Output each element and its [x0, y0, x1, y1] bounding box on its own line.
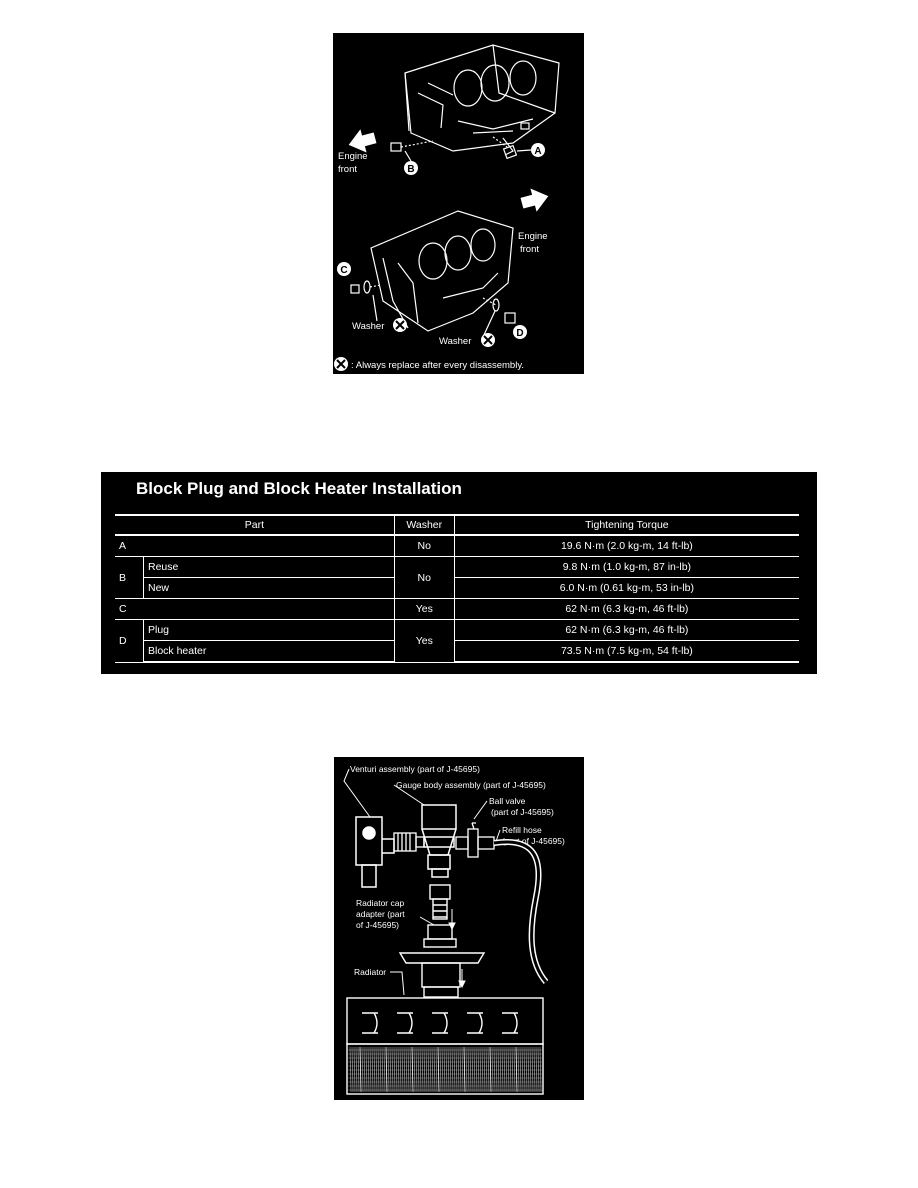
engine-front-label-bottom: Engine front: [518, 231, 548, 255]
callout-d: [513, 325, 527, 339]
row-b-sub1: Reuse: [144, 557, 395, 578]
row-c-washer: Yes: [394, 599, 454, 620]
row-c-part: C: [115, 599, 394, 620]
replace-legend: : Always replace after every disassembly.: [351, 360, 525, 371]
coupling: [394, 833, 424, 851]
plug-a: [493, 137, 531, 158]
spec-table-title: Block Plug and Block Heater Installation: [136, 479, 462, 498]
label-gauge-body: Gauge body assembly (part of J-45695): [396, 780, 546, 790]
plug-d: [483, 298, 515, 337]
table-row: [115, 578, 799, 599]
table-row: [115, 641, 799, 663]
row-a-part: A: [115, 535, 394, 557]
row-d-torque2: 73.5 N·m (7.5 kg-m, 54 ft-lb): [454, 641, 799, 663]
row-d-washer: Yes: [394, 620, 454, 663]
row-d-sub1: Plug: [144, 620, 395, 641]
engine-block-drawing: [333, 33, 584, 374]
replace-x-icon: [393, 318, 407, 332]
leader-lines: [344, 769, 500, 995]
label-radiator: Radiator: [354, 967, 387, 977]
table-row: [115, 620, 799, 641]
plug-c: [351, 281, 381, 321]
replace-x-icon: [481, 333, 495, 347]
row-b-part: B: [115, 557, 144, 599]
venturi-assembly: [356, 817, 394, 887]
row-a-torque: 19.6 N·m (2.0 kg-m, 14 ft-lb): [454, 535, 799, 557]
header-part: Part: [115, 515, 394, 535]
svg-text:D: D: [516, 328, 524, 339]
ball-valve: [456, 823, 494, 857]
label-ball-valve-1: Ball valve: [489, 796, 526, 806]
label-refill-hose-1: Refill hose: [502, 825, 542, 835]
callout-b: [404, 161, 418, 175]
svg-text:C: C: [340, 265, 348, 276]
lower-engine-block: [371, 211, 513, 331]
refill-hose-core: [494, 842, 546, 982]
label-cap-adapter-2: adapter (part: [356, 909, 405, 919]
row-b-sub2: New: [144, 578, 395, 599]
radiator-fins: [348, 1047, 542, 1092]
label-venturi: Venturi assembly (part of J-45695): [350, 764, 480, 774]
callout-a: [531, 143, 545, 157]
row-b-washer: No: [394, 557, 454, 599]
engine-front-arrow-bottom: [520, 186, 551, 214]
upper-engine-block: [405, 45, 559, 155]
label-ball-valve-2: (part of J-45695): [491, 807, 554, 817]
label-cap-adapter-1: Radiator cap: [356, 898, 405, 908]
radiator-cap-adapter: [400, 885, 484, 997]
row-d-sub2: Block heater: [144, 641, 395, 663]
svg-text:A: A: [534, 146, 542, 157]
row-b-torque2: 6.0 N·m (0.61 kg-m, 53 in-lb): [454, 578, 799, 599]
row-a-washer: No: [394, 535, 454, 557]
row-d-part: D: [115, 620, 144, 663]
spec-table-panel: [101, 472, 817, 674]
header-torque: Tightening Torque: [454, 515, 799, 535]
table-row: [115, 557, 799, 578]
table-row: [115, 599, 799, 620]
header-washer: Washer: [394, 515, 454, 535]
gauge-body-assembly: [422, 805, 456, 877]
engine-block-figure: [333, 33, 584, 374]
plug-b: [391, 141, 433, 161]
replace-x-icon: [334, 357, 348, 371]
row-b-torque1: 9.8 N·m (1.0 kg-m, 87 in-lb): [454, 557, 799, 578]
radiator-tool-figure: [334, 757, 584, 1100]
table-row: [115, 535, 799, 557]
spec-table: [115, 514, 799, 663]
svg-text:B: B: [407, 164, 415, 175]
label-refill-hose-2: (part of J-45695): [502, 836, 565, 846]
row-c-torque: 62 N·m (6.3 kg-m, 46 ft-lb): [454, 599, 799, 620]
label-cap-adapter-3: of J-45695): [356, 920, 399, 930]
table-header-row: [115, 515, 799, 535]
callout-c: [337, 262, 351, 276]
down-arrow-icon: [449, 909, 455, 929]
washer-label-left: Washer: [352, 321, 385, 332]
radiator-tool-drawing: [334, 757, 584, 1100]
washer-label-right: Washer: [439, 336, 472, 347]
engine-front-label-top: Engine front: [338, 151, 368, 175]
row-d-torque1: 62 N·m (6.3 kg-m, 46 ft-lb): [454, 620, 799, 641]
